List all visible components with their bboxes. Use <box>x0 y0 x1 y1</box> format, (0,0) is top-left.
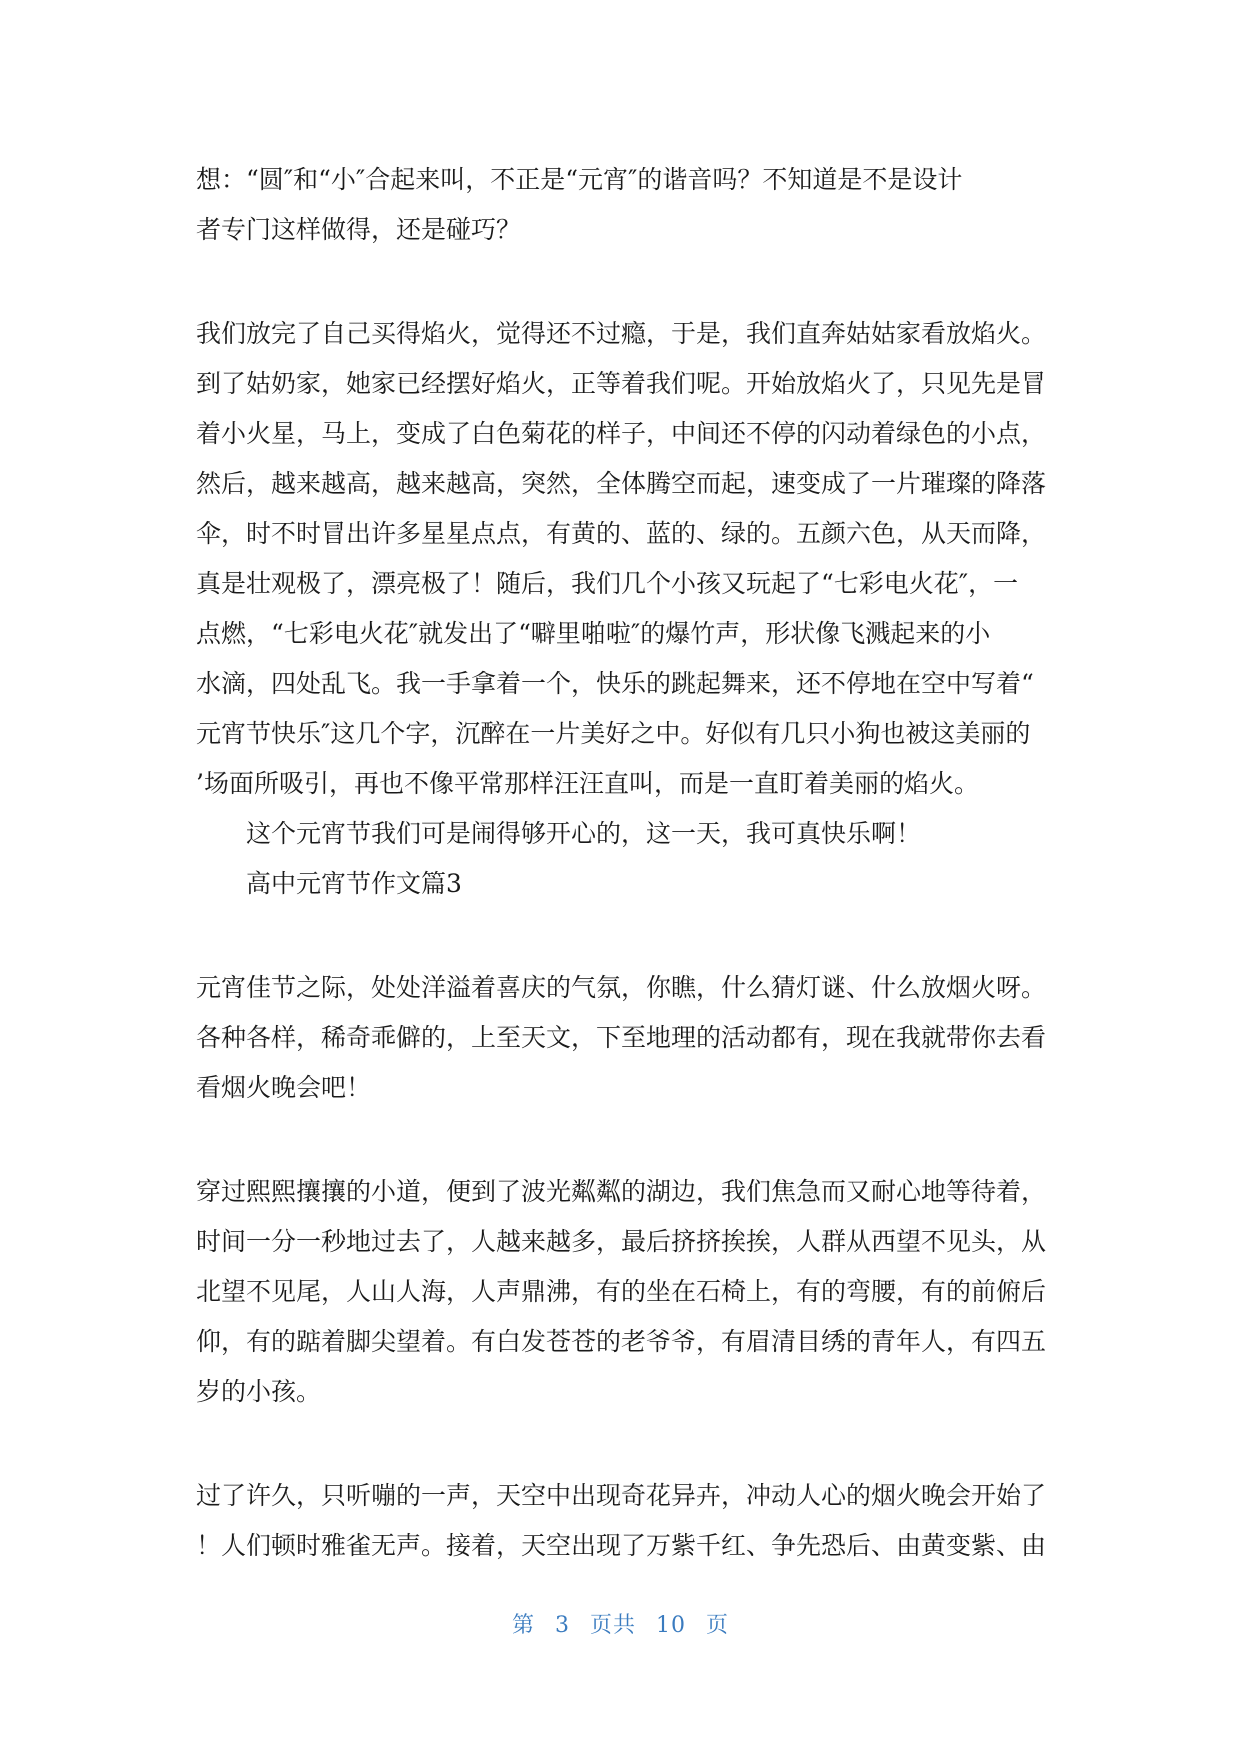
footer-di: 第 <box>511 1613 535 1638</box>
paragraph-1 <box>196 155 1052 255</box>
text-line: 仰，有的踮着脚尖望着。有白发苍苍的老爷爷，有眉清目绣的青年人，有四五 <box>196 1327 1047 1356</box>
text-line: 者专门这样做得，还是碰巧？ <box>196 215 522 244</box>
text-line: 点燃，“七彩电火花″就发出了“噼里啪啦″的爆竹声，形状像飞溅起来的小 <box>196 619 991 648</box>
text-line: 着小火星，马上，变成了白色菊花的样子，中间还不停的闪动着绿色的小点， <box>196 419 1047 448</box>
paragraph-7 <box>196 1471 1052 1571</box>
paragraph-gap <box>196 255 1052 309</box>
text-line: 真是壮观极了，漂亮极了！随后，我们几个小孩又玩起了“七彩电火花″，一 <box>196 569 1019 598</box>
paragraph-gap <box>196 909 1052 963</box>
text-line: ！人们顿时雅雀无声。接着，天空出现了万紫千红、争先恐后、由黄变紫、由 <box>196 1531 1047 1560</box>
text-line: 过了许久，只听嘣的一声，天空中出现奇花异卉，冲动人心的烟火晚会开始了 <box>196 1481 1047 1510</box>
paragraph-6 <box>196 1167 1052 1417</box>
text-line: 岁的小孩。 <box>196 1377 322 1406</box>
text-line: 元宵佳节之际，处处洋溢着喜庆的气氛，你瞧，什么猜灯谜、什么放烟火呀。 <box>196 973 1047 1002</box>
document-body <box>196 155 1052 1571</box>
text-line: 穿过熙熙攘攘的小道，便到了波光粼粼的湖边，我们焦急而又耐心地等待着， <box>196 1177 1047 1206</box>
footer-ye-gong: 页共 <box>589 1613 636 1638</box>
text-line: 水滴，四处乱飞。我一手拿着一个，快乐的跳起舞来，还不停地在空中写着“ <box>196 669 1034 698</box>
section-heading <box>196 859 1052 909</box>
paragraph-3 <box>196 809 1052 859</box>
text-line: 看烟火晚会吧！ <box>196 1073 372 1102</box>
text-line: 元宵节快乐″这几个字，沉醉在一片美好之中。好似有几只小狗也被这美丽的 <box>196 719 1031 748</box>
text-line: 这个元宵节我们可是闹得够开心的，这一天，我可真快乐啊！ <box>246 819 922 848</box>
paragraph-2 <box>196 309 1052 809</box>
text-line: 北望不见尾，人山人海，人声鼎沸，有的坐在石椅上，有的弯腰，有的前俯后 <box>196 1277 1047 1306</box>
footer-total-pages: 10 <box>656 1613 686 1638</box>
text-line: 然后，越来越高，越来越高，突然，全体腾空而起，速变成了一片璀璨的降落 <box>196 469 1047 498</box>
paragraph-5 <box>196 963 1052 1113</box>
heading-text: 高中元宵节作文篇3 <box>246 869 462 898</box>
footer-current-page: 3 <box>554 1613 570 1638</box>
paragraph-gap <box>196 1113 1052 1167</box>
text-line: 到了姑奶家，她家已经摆好焰火，正等着我们呢。开始放焰火了，只见先是冒 <box>196 369 1047 398</box>
footer-ye: 页 <box>706 1613 730 1638</box>
text-line: ’场面所吸引，再也不像平常那样汪汪直叫，而是一直盯着美丽的焰火。 <box>196 769 979 798</box>
paragraph-gap <box>196 1417 1052 1471</box>
text-line: 各种各样，稀奇乖僻的，上至天文，下至地理的活动都有，现在我就带你去看 <box>196 1023 1047 1052</box>
page-footer <box>0 1608 1241 1639</box>
text-line: 伞，时不时冒出许多星星点点，有黄的、蓝的、绿的。五颜六色，从天而降， <box>196 519 1047 548</box>
text-line: 想：“圆″和“小″合起来叫，不正是“元宵″的谐音吗？不知道是不是设计 <box>196 165 963 194</box>
text-line: 时间一分一秒地过去了，人越来越多，最后挤挤挨挨，人群从西望不见头，从 <box>196 1227 1047 1256</box>
text-line: 我们放完了自己买得焰火，觉得还不过瘾，于是，我们直奔姑姑家看放焰火。 <box>196 319 1047 348</box>
